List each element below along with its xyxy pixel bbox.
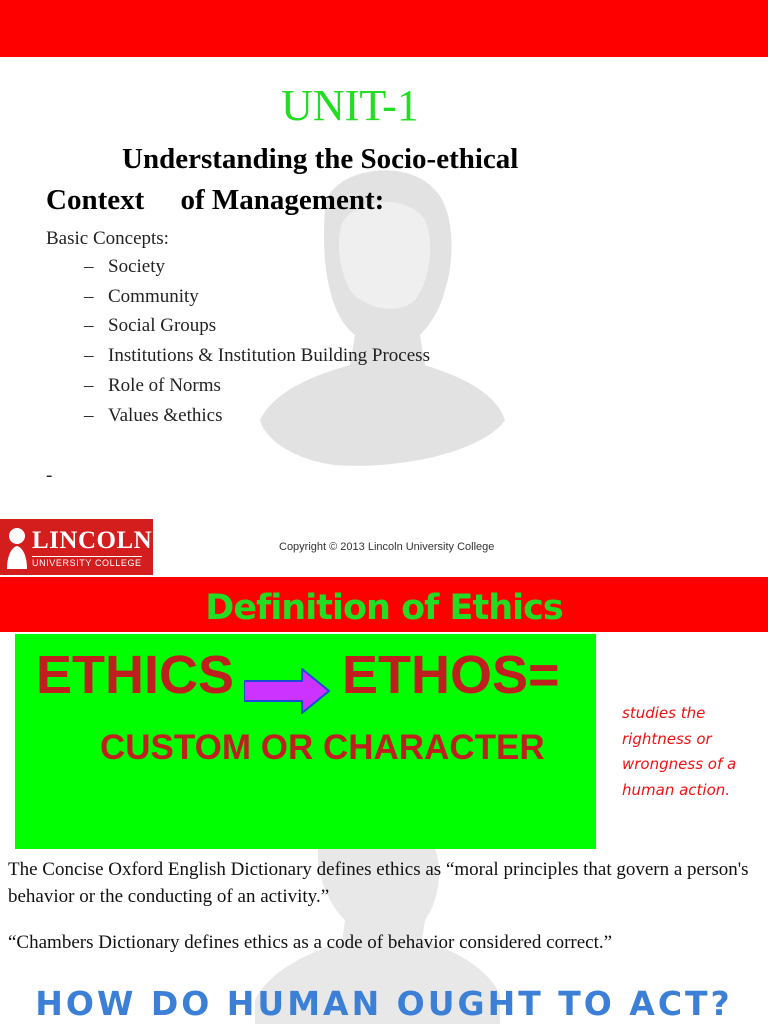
concept-item-institutions bbox=[84, 345, 430, 367]
right-arrow-icon bbox=[244, 668, 330, 714]
bullet-dash: – bbox=[84, 345, 94, 366]
chambers-definition: “Chambers Dictionary defines ethics as a code of behavior considered correct.” bbox=[8, 932, 613, 953]
concept-item-community bbox=[84, 286, 199, 308]
ethics-word: ETHICS bbox=[36, 645, 235, 705]
concept-item-social-groups bbox=[84, 315, 216, 337]
bullet-dash: – bbox=[84, 405, 94, 426]
basic-concepts-label: Basic Concepts: bbox=[46, 228, 169, 249]
bullet-dash: – bbox=[84, 256, 94, 277]
concept-item-norms bbox=[84, 375, 221, 397]
ought-to-act-question: HOW DO HUMAN OUGHT TO ACT? bbox=[35, 984, 733, 1023]
heading-line-2: Context of Management: bbox=[46, 184, 385, 216]
concept-item-values bbox=[84, 405, 223, 427]
concept-label: Social Groups bbox=[108, 315, 217, 336]
definition-title: Definition of Ethics bbox=[205, 588, 563, 628]
bullet-dash: – bbox=[84, 375, 94, 396]
top-red-bar bbox=[0, 0, 768, 57]
ethos-word: ETHOS= bbox=[342, 645, 560, 705]
lincoln-bust-emblem-icon bbox=[4, 525, 30, 569]
custom-or-character: CUSTOM OR CHARACTER bbox=[100, 728, 545, 767]
concept-label: Community bbox=[108, 286, 199, 307]
concept-label: Institutions & Institution Building Process bbox=[108, 345, 430, 366]
bullet-dash: – bbox=[84, 286, 94, 307]
heading-line-1: Understanding the Socio-ethical bbox=[122, 143, 519, 175]
logo-wordmark: LINCOLN bbox=[32, 527, 153, 554]
concept-item-society bbox=[84, 256, 165, 278]
concept-label: Role of Norms bbox=[108, 375, 221, 396]
lincoln-logo bbox=[0, 519, 153, 575]
oxford-definition: The Concise Oxford English Dictionary defines ethics as “moral principles that govern a person's behavior or the conducting of an activity.” bbox=[8, 859, 749, 907]
ethics-side-note: studies the rightness or wrongness of a human action. bbox=[622, 704, 737, 799]
stray-dash: - bbox=[46, 465, 53, 486]
bullet-dash: – bbox=[84, 315, 94, 336]
concept-label: Values &ethics bbox=[108, 405, 223, 426]
logo-subtitle: UNIVERSITY COLLEGE bbox=[32, 558, 142, 568]
copyright-text: Copyright © 2013 Lincoln University College bbox=[279, 541, 495, 553]
unit-title: UNIT-1 bbox=[281, 81, 419, 130]
concept-label: Society bbox=[108, 256, 165, 277]
